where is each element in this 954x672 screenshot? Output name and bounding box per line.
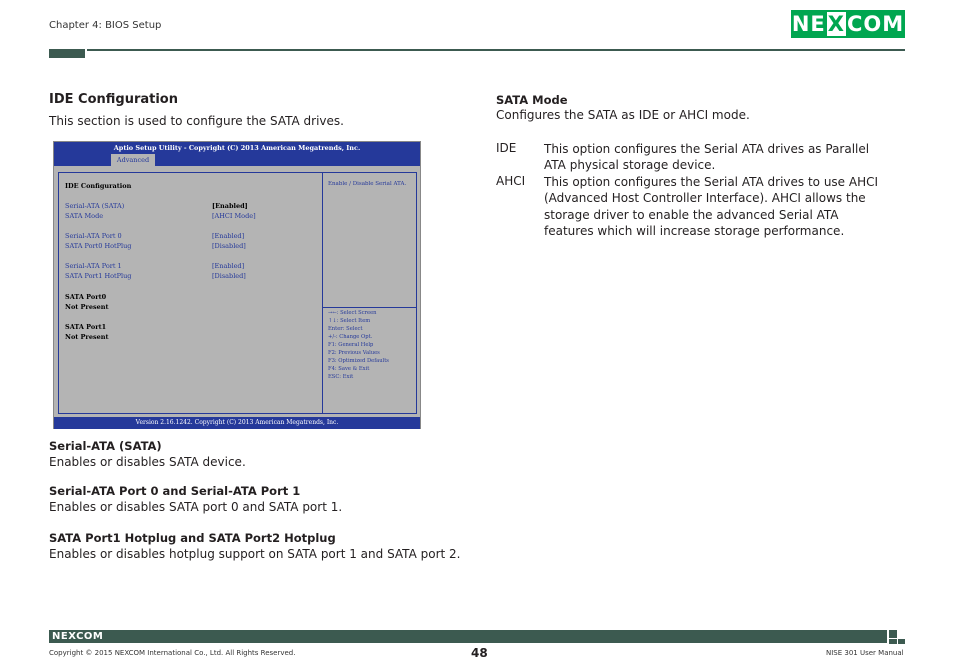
bios-key-hint: Enter: Select [328,326,363,332]
bios-tab-bar [54,154,420,166]
bios-key-hint: →←: Select Screen [328,310,377,316]
bios-screenshot [53,141,421,429]
section-intro: This section is used to configure the SATA drives. [49,114,344,128]
bios-main-panel [58,172,417,414]
bios-item-label[interactable]: SATA Port0 HotPlug [65,242,132,250]
bios-panel-divider [322,173,323,413]
section-heading: SATA Port1 Hotplug and SATA Port2 Hotplug [49,531,336,545]
bios-item-value[interactable]: [Disabled] [212,242,246,250]
bios-key-hint: ↑↓: Select Item [328,318,371,324]
section-text: Enables or disables hotplug support on SATA port 1 and SATA port 2. [49,547,461,561]
manual-title: NISE 301 User Manual [826,649,904,657]
bios-port-name: SATA Port1 [65,323,107,331]
bios-help-text: Enable / Disable Serial ATA. [328,181,407,187]
footer-square [889,639,897,644]
option-term: AHCI [496,174,526,188]
bios-item-value[interactable]: [Enabled] [212,202,248,210]
header-divider [87,49,905,51]
section-heading: Serial-ATA Port 0 and Serial-ATA Port 1 [49,484,301,498]
bios-key-hint: F3: Optimized Defaults [328,358,389,364]
bios-item-label[interactable]: SATA Port1 HotPlug [65,272,132,280]
chapter-title: Chapter 4: BIOS Setup [49,20,162,31]
footer-logo: NEXCOM [52,631,104,642]
bios-key-hint: +/-: Change Opt. [328,334,373,340]
option-description: This option configures the Serial ATA drives to use AHCI (Advanced Host Controller Interface). AHCI allows the storage driver to enable the advanced Serial ATA features which will increase storage performance. [544,175,879,239]
option-term: IDE [496,141,517,155]
bios-key-hint: ESC: Exit [328,374,354,380]
bios-key-hint: F1: General Help [328,342,374,348]
bios-item-label[interactable]: SATA Mode [65,212,104,220]
bios-item-label[interactable]: Serial-ATA (SATA) [65,202,125,210]
bios-item-value[interactable]: [AHCI Mode] [212,212,256,220]
bios-title-bar: Aptio Setup Utility - Copyright (C) 2013 American Megatrends, Inc. [54,142,420,154]
page-number: 48 [471,646,488,660]
bios-tab-advanced[interactable]: Advanced [111,154,155,166]
bios-port-status: Not Present [65,303,109,311]
bios-item-value[interactable]: [Enabled] [212,262,245,270]
sata-mode-heading: SATA Mode [496,93,568,107]
bios-help-separator [323,307,417,308]
footer-bar [49,630,887,643]
bios-item-value[interactable]: [Enabled] [212,232,245,240]
copyright-text: Copyright © 2015 NEXCOM International Co., Ltd. All Rights Reserved. [49,649,296,657]
bios-section-title: IDE Configuration [65,182,132,190]
footer-square [889,630,897,638]
option-description: This option configures the Serial ATA drives as Parallel ATA physical storage device. [544,142,870,173]
footer-square [898,639,905,644]
bios-item-label[interactable]: Serial-ATA Port 1 [65,262,122,270]
bios-key-hint: F4: Save & Exit [328,366,370,372]
bios-footer-bar: Version 2.16.1242. Copyright (C) 2013 American Megatrends, Inc. [54,417,420,429]
section-heading: IDE Configuration [49,92,178,107]
section-text: Enables or disables SATA port 0 and SATA port 1. [49,500,343,514]
header-accent-block [49,49,85,58]
section-text: Enables or disables SATA device. [49,455,246,469]
sata-mode-intro: Configures the SATA as IDE or AHCI mode. [496,108,750,122]
bios-port-status: Not Present [65,333,109,341]
bios-item-value[interactable]: [Disabled] [212,272,246,280]
bios-key-hint: F2: Previous Values [328,350,380,356]
nexcom-logo: NE X COM [791,12,905,36]
bios-port-name: SATA Port0 [65,293,107,301]
bios-item-label[interactable]: Serial-ATA Port 0 [65,232,122,240]
section-heading: Serial-ATA (SATA) [49,439,162,453]
